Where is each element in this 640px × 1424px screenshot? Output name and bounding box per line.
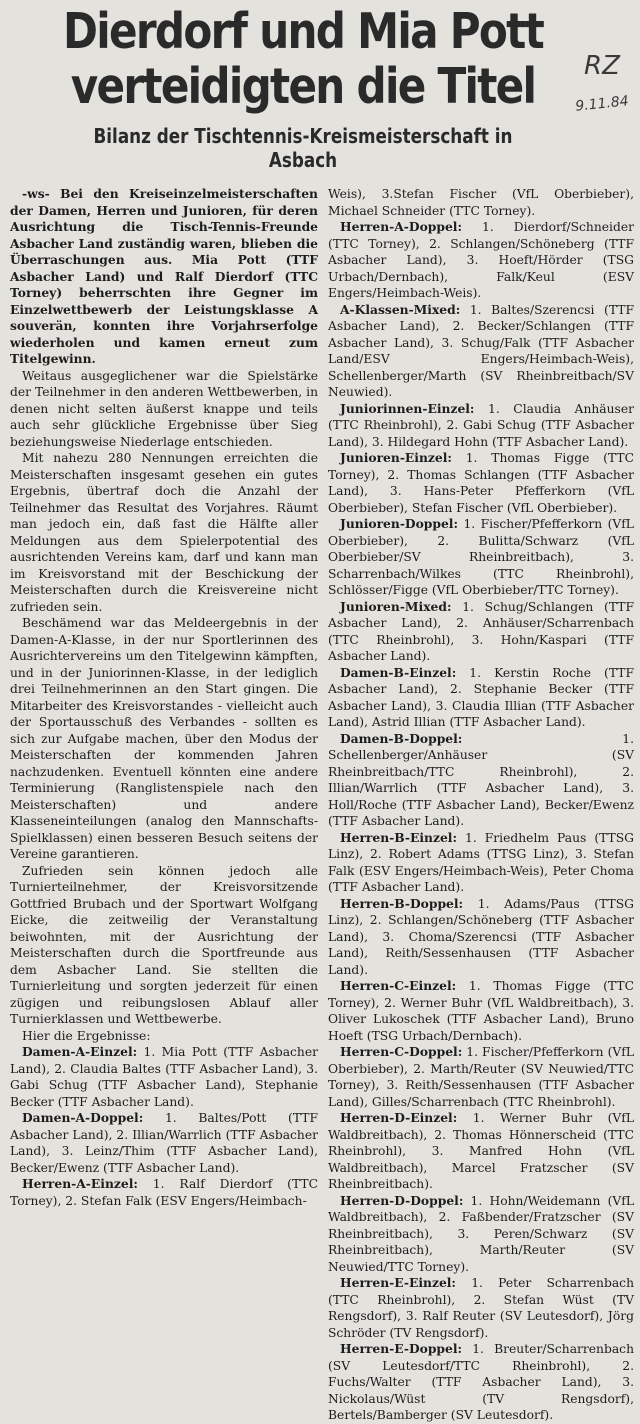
result-category: A-Klassen-Mixed:: [340, 301, 461, 317]
result-category: Damen-A-Doppel:: [22, 1110, 144, 1125]
result-entry: [328, 1341, 634, 1424]
headline-line-1: Dierdorf und Mia Pott: [62, 3, 544, 60]
handwritten-initials: RZ: [584, 51, 620, 81]
result-category: Juniorinnen-Einzel:: [340, 400, 475, 416]
result-entry: [328, 665, 634, 731]
result-entry: [328, 731, 634, 830]
result-text: 1. Peter Scharrenbach (TTC Rheinbrohl), 2. Stefan Wüst (TV Rengsdorf), 3. Ralf Reuter (SV Leutesdorf), Jörg Schröder (TV Rengsdorf).: [328, 1276, 634, 1340]
continuation-text: Weis), 3.Stefan Fischer (VfL Oberbieber), Michael Schneider (TTC Torney).: [328, 187, 634, 218]
result-category: Herren-C-Doppel:: [340, 1044, 463, 1059]
result-entry: [328, 978, 634, 1044]
result-text: 1. Mia Pott (TTF Asbacher Land), 2. Claudia Baltes (TTF Asbacher Land), 3. Gabi Schug (TTF Asbacher Land), Stephanie Becker (TTF Asbacher Land).: [10, 1045, 318, 1109]
left-column: [10, 186, 318, 1209]
result-text: 1. Fischer/Pfefferkorn (VfL Oberbieber), 2. Bulitta/Schwarz (VfL Oberbieber/SV Rheinbreitbach), 3. Scharrenbach/Wilkes (TTC Rheinbrohl), Schlösser/Figge (VfL Oberbieber/TTC Torney).: [328, 517, 634, 597]
result-text: 1. Baltes/Szerencsi (TTF Asbacher Land), 2. Becker/Schlangen (TTF Asbacher Land), 3. Schug/Falk (TTF Asbacher Land/ESV Engers/Heimbach-Weis), Schellenberger/Marth (SV Rheinbreitbach/SV Neuwied).: [328, 302, 634, 399]
result-category: Herren-B-Einzel:: [340, 829, 457, 845]
result-text: 1. Kerstin Roche (TTF Asbacher Land), 2. Stephanie Becker (TTF Asbacher Land), 3. Claudia Illian (TTF Asbacher Land), Astrid Illian (TTF Asbacher Land).: [328, 665, 634, 729]
headline-line-2: verteidigten die Titel: [70, 58, 536, 115]
result-category: Herren-E-Einzel:: [340, 1275, 456, 1290]
result-entry: [10, 1044, 318, 1110]
result-text: 1. Baltes/Pott (TTF Asbacher Land), 2. Illian/Warrlich (TTF Asbacher Land), 3. Leinz/Thim (TTF Asbacher Land), Becker/Ewenz (TTF Asbacher Land).: [10, 1111, 318, 1175]
result-entry: [328, 830, 634, 896]
subheadline: Bilanz der Tischtennis-Kreismeisterschaft in Asbach: [93, 124, 513, 172]
result-category: Herren-B-Doppel:: [340, 895, 464, 911]
result-entry: [328, 1193, 634, 1276]
body-paragraph: Weitaus ausgeglichener war die Spielstärke der Teilnehmer in den anderen Wettbewerben, in denen nicht selten äußerst knappe und teils auch sehr glückliche Ergebnisse über Sieg beziehungsweise Niederlage entschieden.: [10, 368, 318, 449]
results-intro: Hier die Ergebnisse:: [22, 1028, 151, 1043]
result-text: 1. Ralf Dierdorf (TTC Torney), 2. Stefan Falk (ESV Engers/Heimbach-: [10, 1177, 318, 1208]
body-paragraph: Beschämend war das Meldeergebnis in der Damen-A-Klasse, in der nur Sportlerinnen des Ausrichtervereins um den Titelgewinn kämpften, und in der Juniorinnen-Klasse, in der lediglich drei Teilnehmerinnen an den Start gingen. Die Mitarbeiter des Kreisvorstandes - vielleicht auch der Sportausschuß des Verbandes - sollten es sich zur Aufgabe machen, über den Modus der Meisterschaften der kommenden Jahren nachzudenken. Eventuell könnten eine andere Terminierung (Ranglistenspiele nach den Meisterschaften) und andere Klasseneinteilungen (analog den Mannschafts-Spielklassen) einen besseren Besuch seitens der Vereine garantieren.: [10, 616, 318, 861]
article-columns: [10, 186, 636, 1424]
result-category: Damen-B-Doppel:: [340, 730, 463, 746]
result-category: Damen-A-Einzel:: [22, 1044, 138, 1059]
result-category: Damen-B-Einzel:: [340, 664, 457, 680]
result-entry: [328, 599, 634, 665]
result-text: 1. Friedhelm Paus (TTSG Linz), 2. Robert Adams (TTSG Linz), 3. Stefan Falk (ESV Engers/Heimbach-Weis), Peter Choma (TTF Asbacher Land).: [328, 830, 634, 894]
result-entry: [328, 1275, 634, 1341]
result-entry: [328, 302, 634, 401]
result-category: Junioren-Einzel:: [340, 450, 452, 465]
body-paragraph: Mit nahezu 280 Nennungen erreichten die Meisterschaften insgesamt gesehen ein gutes Ergebnis, übertraf doch die Anzahl der Teilnehmer das Resultat des Vorjahres. Räumt man jedoch ein, daß fast die Hälfte aller Meldungen aus dem Spielerpotential des ausrichtenden Vereins kam, darf und kann man im Kreisvorstand mit der Beschickung der Meisterschaften durch die Kreisvereine nicht zufrieden sein.: [10, 451, 318, 614]
result-text: 1. Thomas Figge (TTC Torney), 2. Thomas Schlangen (TTF Asbacher Land), 3. Hans-Peter Pfefferkorn (VfL Oberbieber), Stefan Fischer (VfL Oberbieber).: [328, 451, 634, 515]
result-entry: [328, 450, 634, 516]
handwritten-note: [570, 51, 634, 115]
body-paragraph: Zufrieden sein können jedoch alle Turnierteilnehmer, der Kreisvorsitzende Gottfried Brubach und der Sportwart Wolfgang Eicke, die zeitweilig der Veranstaltung beiwohnten, mit der Ausrichtung der Meisterschaften durch die Sportfreunde aus dem Asbacher Land. Sie stellten die Turnierleitung und sorgten jederzeit für einen zügigen und reibungslosen Ablauf aller Turnierklassen und Wettbewerbe.: [10, 863, 318, 1026]
result-category: Herren-E-Doppel:: [340, 1341, 463, 1356]
result-entry: [328, 1110, 634, 1193]
result-category: Herren-C-Einzel:: [340, 978, 457, 993]
result-text: 1. Werner Buhr (VfL Waldbreitbach), 2. Thomas Hönnerscheid (TTC Rheinbrohl), 3. Manfred Hohn (VfL Waldbreitbach), Marcel Fratzscher (SV Rheinbreitbach).: [328, 1111, 634, 1191]
result-category: Herren-A-Einzel:: [22, 1176, 138, 1191]
result-entry: [328, 516, 634, 599]
result-category: Junioren-Mixed:: [340, 598, 452, 614]
result-text: 1. Adams/Paus (TTSG Linz), 2. Schlangen/Schöneberg (TTF Asbacher Land), 3. Choma/Szerencsi (TTF Asbacher Land), Reith/Sessenhausen (TTF Asbacher Land).: [328, 896, 634, 977]
result-text: 1. Breuter/Scharrenbach (SV Leutesdorf/TTC Rheinbrohl), 2. Fuchs/Walter (TTF Asbacher Land), 3. Nickolaus/Wüst (TV Rengsdorf), Bertels/Bamberger (SV Leutesdorf).: [328, 1342, 634, 1422]
result-category: Herren-D-Einzel:: [340, 1110, 458, 1125]
result-text: 1. Hohn/Weidemann (VfL Waldbreitbach), 2. Faßbender/Fratzscher (SV Rheinbreitbach), 3. Peren/Schwarz (SV Rheinbreitbach), Marth/Reuter (SV Neuwied/TTC Torney).: [328, 1193, 634, 1274]
result-entry: [328, 1044, 634, 1110]
result-entry: [328, 219, 634, 302]
lead-paragraph: -ws- Bei den Kreiseinzelmeisterschaften der Damen, Herren und Junioren, für deren Ausrichtung die Tisch-Tennis-Freunde Asbacher Land zuständig waren, blieben die Überraschungen aus. Mia Pott (TTF Asbacher Land) und Ralf Dierdorf (TTC Torney) beherrschten ihre Gegner im Einzelwettbewerb der Leistungsklasse A souverän, konnten ihre Vorjahrserfolge wiederholen und kamen erneut zum Titelgewinn.: [10, 186, 318, 366]
result-entry: [328, 896, 634, 979]
right-column: [328, 186, 634, 1424]
result-category: Herren-D-Doppel:: [340, 1192, 464, 1208]
result-text: 1. Thomas Figge (TTC Torney), 2. Werner Buhr (VfL Waldbreitbach), 3. Oliver Lukoschek (TTF Asbacher Land), Bruno Hoeft (TSG Urbach/Dernbach).: [328, 979, 634, 1043]
result-text: 1. Schug/Schlangen (TTF Asbacher Land), 2. Anhäuser/Scharrenbach (TTC Rheinbrohl), 3. Hohn/Kaspari (TTF Asbacher Land).: [328, 599, 634, 663]
headline: [51, 4, 555, 114]
result-text: 1. Schellenberger/Anhäuser (SV Rheinbreitbach/TTC Rheinbrohl), 2. Illian/Warrlich (TTF Asbacher Land), 3. Holl/Roche (TTF Asbacher Land), Becker/Ewenz (TTF Asbacher Land).: [328, 731, 634, 828]
result-text: 1. Dierdorf/Schneider (TTC Torney), 2. Schlangen/Schöneberg (TTF Asbacher Land), 3. Hoeft/Hörder (TSG Urbach/Dernbach), Falk/Keul (ESV Engers/Heimbach-Weis).: [328, 220, 634, 300]
result-entry: [10, 1176, 318, 1209]
result-text: 1. Claudia Anhäuser (TTC Rheinbrohl), 2. Gabi Schug (TTF Asbacher Land), 3. Hildegard Hohn (TTF Asbacher Land).: [328, 401, 634, 449]
result-entry: [10, 1110, 318, 1176]
result-category: Herren-A-Doppel:: [340, 219, 463, 234]
handwritten-date: 9.11.84: [574, 93, 630, 115]
result-text: 1. Fischer/Pfefferkorn (VfL Oberbieber), 2. Marth/Reuter (SV Neuwied/TTC Torney), 3. Reith/Sessenhausen (TTF Asbacher Land), Gilles/Scharrenbach (TTC Rheinbrohl).: [328, 1045, 634, 1109]
result-category: Junioren-Doppel:: [340, 516, 459, 531]
result-entry: [328, 401, 634, 451]
